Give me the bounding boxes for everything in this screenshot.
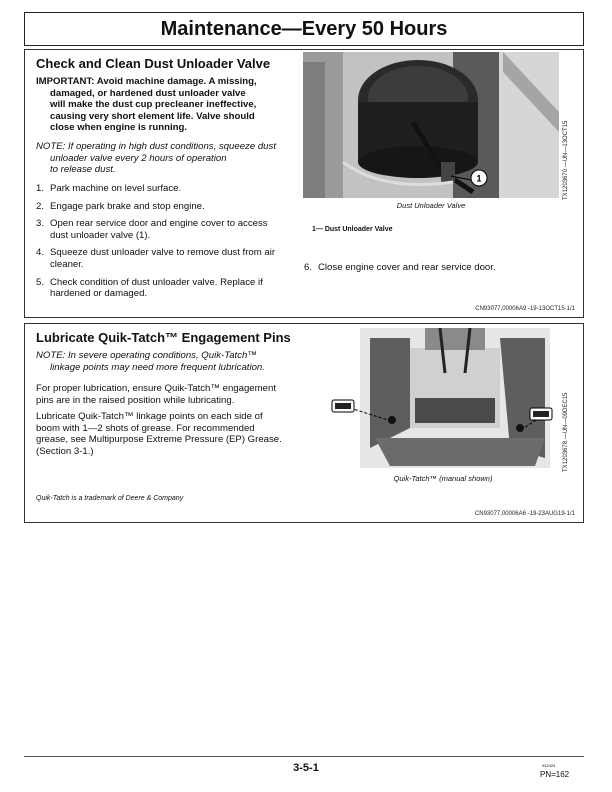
step-item: [36, 183, 304, 195]
footer-code: 042424: [542, 763, 556, 768]
step-item: [36, 247, 304, 270]
dust-unloader-valve-illustration: [303, 52, 559, 198]
step-text: Squeeze dust unloader valve to remove dust from air: [50, 247, 276, 259]
note-line: to release dust.: [50, 164, 116, 176]
procedure-steps: [36, 183, 304, 306]
important-line: will make the dust cup precleaner ineffective,: [50, 99, 257, 111]
step-number: 3.: [36, 218, 45, 230]
important-line: close when engine is running.: [50, 122, 187, 134]
paragraph-line: grease, see Multipurpose Extreme Pressure (EP) Grease.: [36, 434, 282, 446]
paragraph-line: (Section 3-1.): [36, 445, 94, 457]
figure-legend: 1— Dust Unloader Valve: [312, 226, 393, 233]
step-item: [304, 262, 496, 273]
step-text: dust unloader valve (1).: [50, 229, 151, 241]
page-title: Maintenance—Every 50 Hours: [24, 12, 584, 46]
important-notice: [36, 76, 296, 134]
step-number: 4.: [36, 247, 45, 259]
paragraph: [36, 411, 304, 457]
paragraph-line: pins are in the raised position while lubricating.: [36, 394, 235, 406]
paragraph-line: Lubricate Quik-Tatch™ linkage points on each side of: [36, 411, 263, 422]
step-text: Open rear service door and engine cover to access: [50, 218, 268, 230]
reference-code: CN93077,00006A9 -19-13OCT15-1/1: [475, 306, 575, 312]
step-number: 6.: [304, 262, 313, 273]
dust-unloader-valve-photo: [303, 52, 559, 198]
pn-number: PN=162: [540, 770, 570, 779]
section-quik-tatch-pins: [24, 323, 584, 523]
reference-code: CN93077,00006A6 -19-23AUG19-1/1: [474, 511, 575, 517]
important-line: causing very short element life. Valve should: [50, 110, 255, 122]
section-title: Lubricate Quik-Tatch™ Engagement Pins: [36, 330, 291, 345]
section-dust-unloader-valve: [24, 49, 584, 318]
note: [36, 350, 265, 373]
step-number: 1.: [36, 183, 45, 194]
note-line: NOTE: If operating in high dust conditions, squeeze dust: [36, 141, 276, 152]
important-line: damaged, or hardened dust unloader valve: [50, 87, 246, 99]
trademark-notice: Quik-Tatch is a trademark of Deere & Company: [36, 495, 184, 502]
quik-tatch-drawing: [330, 328, 556, 468]
step-text: hardened or damaged.: [50, 288, 148, 300]
figure-caption: Quik-Tatch™ (manual shown): [393, 474, 493, 483]
figure-callout: 1: [476, 173, 482, 184]
step-text: Close engine cover and rear service door.: [318, 262, 496, 273]
figure-caption: Dust Unloader Valve: [396, 201, 466, 210]
step-item: [36, 218, 304, 241]
section-title: Check and Clean Dust Unloader Valve: [36, 56, 271, 71]
paragraph-line: For proper lubrication, ensure Quik-Tatch™ engagement: [36, 383, 276, 394]
figure-id: TX1203670 —UN—13OCT15: [563, 120, 569, 200]
step-item: [36, 201, 304, 213]
step-text: Park machine on level surface.: [50, 183, 182, 194]
note-line: linkage points may need more frequent lubrication.: [50, 361, 265, 373]
step-number: 5.: [36, 276, 45, 288]
paragraph-line: boom with 1—2 shots of grease. For recommended: [36, 422, 255, 434]
note: [36, 141, 276, 176]
figure-id: TX1203678 —UN—09DEC15: [563, 392, 569, 472]
important-line: IMPORTANT: Avoid machine damage. A missing,: [36, 76, 257, 87]
step-text: cleaner.: [50, 258, 84, 270]
footer-divider: [24, 756, 584, 757]
step-text: Engage park brake and stop engine.: [50, 200, 205, 212]
step-text: Check condition of dust unloader valve. Replace if: [50, 276, 263, 288]
step-number: 2.: [36, 200, 45, 212]
note-line: unloader valve every 2 hours of operation: [50, 152, 227, 164]
quik-tatch-illustration: [330, 328, 556, 468]
page-number: 3-5-1: [293, 762, 319, 774]
step-item: [36, 277, 304, 300]
note-line: NOTE: In severe operating conditions, Quik-Tatch™: [36, 350, 257, 361]
paragraph: [36, 383, 304, 406]
